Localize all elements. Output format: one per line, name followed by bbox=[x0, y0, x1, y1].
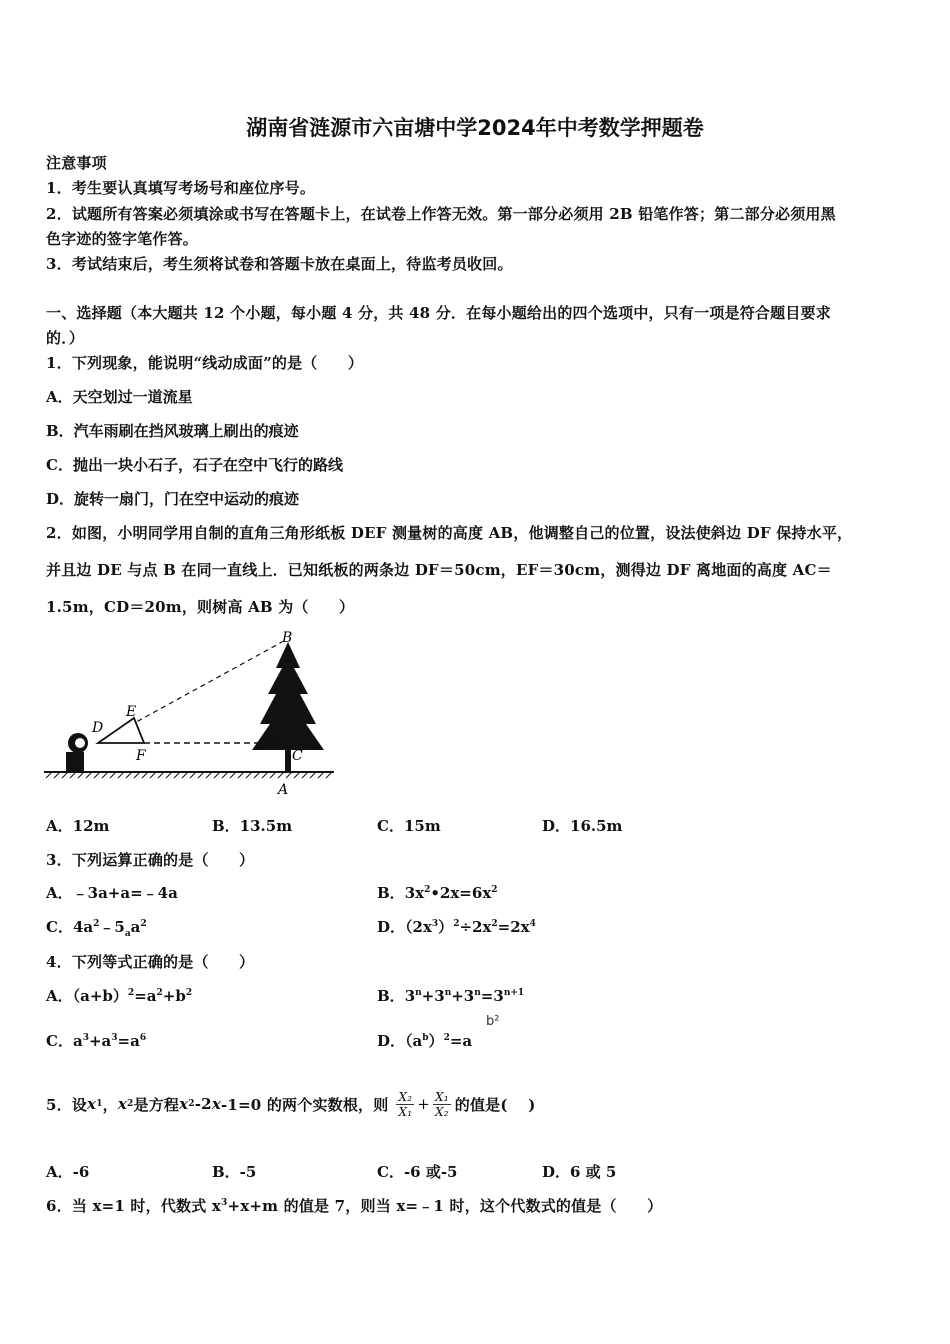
q5-stem: 5．设 x 1 ， x 2 是方程 x 2 -2 x -1=0 的两个实数根，则 $\frac{\text{X₂}}{\text{X₁}}$ + $\frac{\text{X₁}}{\text{X₂}}$ 的值是( ) bbox=[46, 1089, 536, 1119]
person-icon bbox=[66, 733, 88, 772]
section-heading-cont: 的．） bbox=[46, 329, 85, 347]
q2-stem-line: 2．如图，小明同学用自制的直角三角形纸板 DEF 测量树的高度 AB，他调整自己的位置，设法使斜边 DF 保持水平， bbox=[46, 524, 853, 542]
q3-option-b: B．$3x^2•2x=6x^2$ bbox=[377, 884, 498, 902]
label-d: D bbox=[92, 720, 104, 736]
notice-item: 2．试题所有答案必须填涂或书写在答题卡上，在试卷上作答无效。第一部分必须用 2B 铅笔作答；第二部分必须用黑 bbox=[46, 205, 836, 223]
q2-option-b: B．13.5m bbox=[212, 817, 293, 835]
q5-option-a: A．-6 bbox=[46, 1163, 90, 1181]
q2-stem-line: 并且边 DE 与点 B 在同一直线上．已知纸板的两条边 DF＝50cm，EF＝30cm，测得边 DF 离地面的高度 AC＝ bbox=[46, 561, 832, 579]
q2-option-d: D．16.5m bbox=[542, 817, 623, 835]
tree-measure-figure bbox=[44, 628, 336, 800]
triangle-def bbox=[98, 718, 144, 743]
q4-option-d: D．$(a^b)^2=a$ bbox=[377, 1032, 473, 1050]
q2-option-a: A．12m bbox=[46, 817, 110, 835]
q2-option-c: C．15m bbox=[377, 817, 441, 835]
page-title: 湖南省涟源市六亩塘中学2024年中考数学押题卷 bbox=[246, 116, 704, 140]
q1-option-a: A．天空划过一道流星 bbox=[46, 388, 193, 406]
notice-item: 1．考生要认真填写考场号和座位序号。 bbox=[46, 179, 316, 197]
q5-option-b: B．-5 bbox=[212, 1163, 257, 1181]
label-a: A bbox=[278, 782, 289, 798]
q2-stem-line: 1.5m，CD＝20m，则树高 AB 为（ ） bbox=[46, 598, 355, 616]
q4-option-a: A．$(a+b)^2=a^2+b^2$ bbox=[46, 987, 193, 1005]
q5-option-d: D．6 或 5 bbox=[542, 1163, 617, 1181]
q1-stem: 1．下列现象，能说明“线动成面”的是（ ） bbox=[46, 354, 364, 372]
tree-icon bbox=[252, 642, 324, 772]
q1-option-c: C．抛出一块小石子，石子在空中飞行的路线 bbox=[46, 456, 343, 474]
fraction-x1-over-x2: $\frac{\text{X₁}}{\text{X₂}}$ bbox=[435, 1089, 449, 1119]
q6-stem: 6．当 x=1 时，代数式 $x^3+x+m$ 的值是 7，则当 x=﹣1 时，这个代数式的值是（ ） bbox=[46, 1197, 663, 1215]
notice-heading: 注意事项 bbox=[46, 154, 107, 172]
fraction-x2-over-x1: $\frac{\text{X₂}}{\text{X₁}}$ bbox=[398, 1089, 413, 1119]
q1-option-d: D．旋转一扇门，门在空中运动的痕迹 bbox=[46, 490, 300, 508]
exponent-image: b² bbox=[486, 1014, 500, 1029]
q3-option-d: D．$(2x^3)^2\div 2x^2=2x^4$ bbox=[377, 918, 536, 936]
label-f: F bbox=[136, 748, 146, 764]
q5-option-c: C．-6 或-5 bbox=[377, 1163, 458, 1181]
q3-option-c: C．$4a^2﹣5_aa^2$ bbox=[46, 918, 147, 939]
q3-stem: 3．下列运算正确的是（ ） bbox=[46, 851, 255, 869]
q3-option-a: A．﹣3a+a=﹣4a bbox=[46, 884, 178, 902]
notice-item: 3．考试结束后，考生须将试卷和答题卡放在桌面上，待监考员收回。 bbox=[46, 255, 513, 273]
label-b: B bbox=[282, 630, 293, 646]
q4-option-b: B．$3^n+3^n+3^n=3^{n+1}$ bbox=[377, 987, 525, 1005]
section-heading: 一、选择题（本大题共 12 个小题，每小题 4 分，共 48 分．在每小题给出的四个选项中，只有一项是符合题目要求 bbox=[46, 304, 831, 322]
label-c: C bbox=[292, 748, 303, 764]
q4-option-c: C．$a^3+a^3=a^6$ bbox=[46, 1032, 147, 1050]
q4-stem: 4．下列等式正确的是（ ） bbox=[46, 953, 255, 971]
q1-option-b: B．汽车雨刷在挡风玻璃上刷出的痕迹 bbox=[46, 422, 299, 440]
label-e: E bbox=[126, 704, 137, 720]
notice-item: 色字迹的签字笔作答。 bbox=[46, 230, 199, 248]
